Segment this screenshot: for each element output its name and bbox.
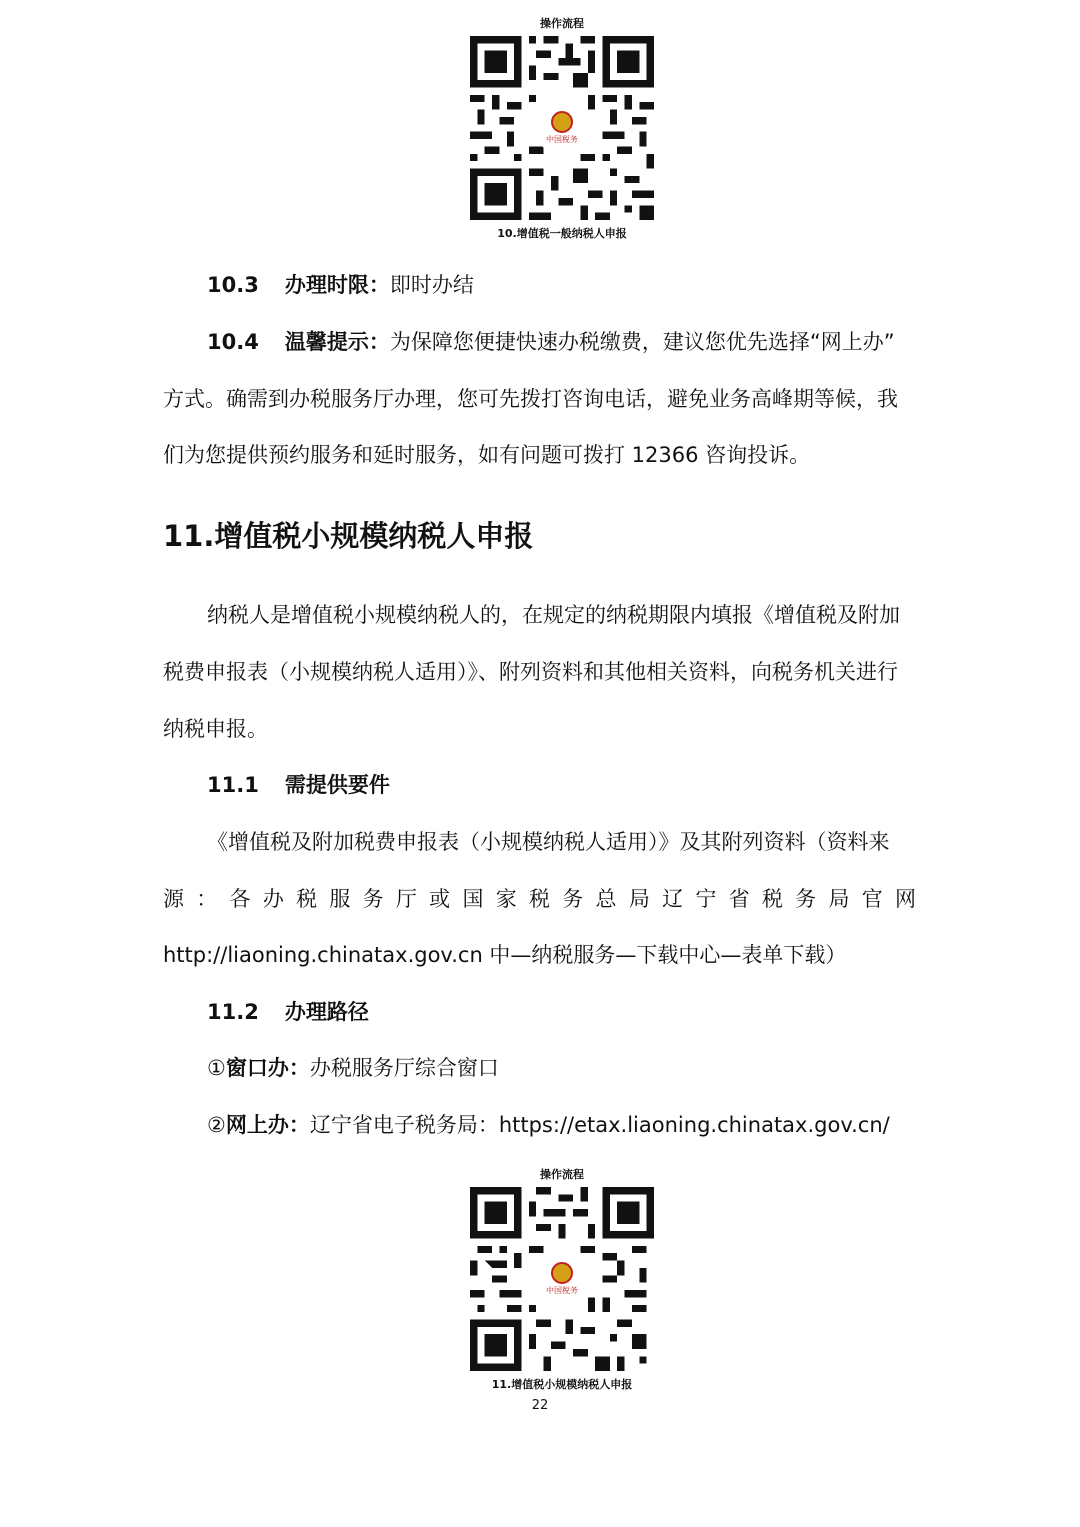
section-title: 办理路径: [284, 1000, 369, 1024]
section-11-intro-line2: 税费申报表（小规模纳税人适用）》、附列资料和其他相关资料，向税务机关进行: [163, 660, 898, 684]
section-11-1-line2: 源：各办税服务厅或国家税务总局辽宁省税务局官网: [163, 887, 916, 911]
section-number: 10.4: [207, 330, 259, 354]
section-10-4: [207, 328, 895, 356]
section-text: 即时办结: [389, 273, 474, 297]
tax-emblem-top: [542, 108, 582, 148]
section-10-4-line2: 方式。确需到办税服务厅办理，您可先拨打咨询电话，避免业务高峰期等候，我: [163, 387, 898, 411]
qr-code-top[interactable]: [470, 36, 654, 220]
section-10-3: [207, 271, 474, 299]
section-11-heading: 11.增值税小规模纳税人申报: [163, 519, 534, 553]
page-number: 22: [531, 1398, 549, 1413]
window-label: 窗口办：: [225, 1056, 310, 1080]
online-label: 网上办：: [225, 1113, 310, 1137]
emblem-icon: [551, 111, 573, 133]
qr-code-bottom[interactable]: [470, 1187, 654, 1371]
section-11-1-line1: 《增值税及附加税费申报表（小规模纳税人适用）》及其附列资料（资料来: [207, 830, 890, 854]
tax-emblem-bottom: [542, 1259, 582, 1299]
circled-number-1: ①: [207, 1056, 226, 1080]
qr-block-bottom: [460, 1167, 664, 1393]
section-label: 办理时限：: [284, 273, 390, 297]
qr-top-label: 10.增值税一般纳税人申报: [497, 227, 627, 240]
window-text: 办税服务厅综合窗口: [309, 1056, 499, 1080]
online-text: 辽宁省电子税务局：https://etax.liaoning.chinatax.gov.cn/: [309, 1113, 890, 1137]
section-title: 需提供要件: [284, 773, 390, 797]
circled-number-2: ②: [207, 1113, 226, 1137]
emblem-text: 中国税务: [546, 1286, 578, 1295]
qr-block-top: [460, 16, 664, 242]
section-11-intro-line1: 纳税人是增值税小规模纳税人的，在规定的纳税期限内填报《增值税及附加: [207, 603, 900, 627]
section-11-2: [207, 998, 369, 1026]
section-number: 11.2: [207, 1000, 259, 1024]
section-10-4-line3: 们为您提供预约服务和延时服务，如有问题可拨打 12366 咨询投诉。: [163, 443, 811, 467]
section-11-intro-line3: 纳税申报。: [163, 717, 268, 741]
qr-bottom-label: 11.增值税小规模纳税人申报: [491, 1378, 633, 1391]
section-text: 为保障您便捷快速办税缴费，建议您优先选择“网上办”: [389, 330, 895, 354]
emblem-text: 中国税务: [546, 135, 578, 144]
section-11-1: [207, 771, 390, 799]
emblem-icon: [551, 1262, 573, 1284]
section-number: 10.3: [207, 273, 259, 297]
window-path: [207, 1054, 499, 1082]
qr-bottom-caption: 操作流程: [540, 1168, 584, 1181]
section-label: 温馨提示：: [284, 330, 390, 354]
section-number: 11.1: [207, 773, 259, 797]
online-path: [207, 1111, 890, 1139]
qr-top-caption: 操作流程: [540, 17, 584, 30]
section-11-1-line3: http://liaoning.chinatax.gov.cn 中—纳税服务—下载中心—表单下载）: [163, 943, 847, 967]
